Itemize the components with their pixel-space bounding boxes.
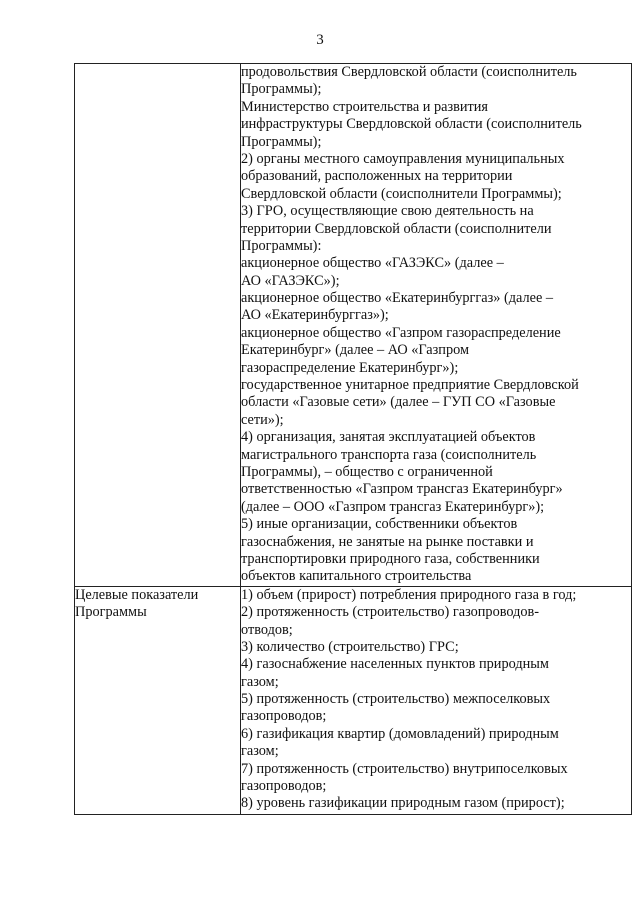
text-line: газораспределение Екатеринбург»); bbox=[241, 359, 459, 376]
text-line: 3) ГРО, осуществляющие свою деятельность на bbox=[241, 203, 534, 220]
text-line: 2) органы местного самоуправления муниципальных bbox=[241, 150, 565, 167]
text-line: сети»); bbox=[241, 411, 284, 428]
text-line: 7) протяженность (строительство) внутрипоселковых bbox=[241, 760, 568, 777]
text-line: образований, расположенных на территории bbox=[241, 168, 513, 185]
text-line: 6) газификация квартир (домовладений) природным bbox=[241, 725, 559, 742]
text-line: газом; bbox=[241, 743, 279, 760]
text-line: (далее – ООО «Газпром трансгаз Екатеринбург»); bbox=[241, 498, 545, 515]
text-line: газоснабжения, не занятые на рынке поставки и bbox=[241, 533, 534, 550]
table-row bbox=[75, 64, 632, 587]
row-label-cell bbox=[75, 586, 241, 814]
row-content-cell bbox=[241, 586, 632, 814]
text-line: магистрального транспорта газа (соисполнитель bbox=[241, 446, 537, 463]
table-row bbox=[75, 586, 632, 814]
text-line: Министерство строительства и развития bbox=[241, 98, 489, 115]
text-line: 4) газоснабжение населенных пунктов природным bbox=[241, 656, 549, 673]
text-line: Программы), – общество с ограниченной bbox=[241, 463, 493, 480]
text-line: 5) протяженность (строительство) межпоселковых bbox=[241, 691, 551, 708]
text-line: Программы); bbox=[241, 133, 322, 150]
text-line: 1) объем (прирост) потребления природного газа в год; bbox=[241, 586, 577, 603]
text-line: отводов; bbox=[241, 621, 293, 638]
text-line: Екатеринбург» (далее – АО «Газпром bbox=[241, 342, 470, 359]
row-content-cell bbox=[241, 64, 632, 587]
program-passport-table bbox=[74, 63, 632, 815]
text-line: 2) протяженность (строительство) газопроводов- bbox=[241, 604, 540, 621]
text-line: Целевые показатели bbox=[75, 586, 199, 603]
text-line: газопроводов; bbox=[241, 778, 327, 795]
text-line: ответственностью «Газпром трансгаз Екатеринбург» bbox=[241, 481, 563, 498]
text-line: 3) количество (строительство) ГРС; bbox=[241, 638, 459, 655]
text-line: территории Свердловской области (соисполнители bbox=[241, 220, 552, 237]
text-line: области «Газовые сети» (далее – ГУП СО «Газовые bbox=[241, 394, 556, 411]
text-line: продовольствия Свердловской области (соисполнитель bbox=[241, 64, 577, 80]
text-line: 5) иные организации, собственники объектов bbox=[241, 516, 518, 533]
text-line: акционерное общество «Газпром газораспределение bbox=[241, 324, 561, 341]
text-line: акционерное общество «ГАЗЭКС» (далее – bbox=[241, 255, 504, 272]
text-line: акционерное общество «Екатеринбурггаз» (далее – bbox=[241, 290, 554, 307]
text-line: государственное унитарное предприятие Свердловской bbox=[241, 377, 579, 394]
page-number: 3 bbox=[316, 32, 324, 48]
text-line: АО «ГАЗЭКС»); bbox=[241, 272, 340, 289]
text-line: Программы); bbox=[241, 81, 322, 98]
text-line: транспортировки природного газа, собственники bbox=[241, 550, 540, 567]
text-line: АО «Екатеринбурггаз»); bbox=[241, 307, 389, 324]
text-line: инфраструктуры Свердловской области (соисполнитель bbox=[241, 116, 582, 133]
text-line: газом; bbox=[241, 673, 279, 690]
text-line: газопроводов; bbox=[241, 708, 327, 725]
text-line: Свердловской области (соисполнители Программы); bbox=[241, 185, 562, 202]
text-line: 8) уровень газификации природным газом (прирост); bbox=[241, 795, 565, 812]
text-line: Программы): bbox=[241, 237, 322, 254]
row-label-cell bbox=[75, 64, 241, 587]
text-line: 4) организация, занятая эксплуатацией объектов bbox=[241, 429, 536, 446]
text-line: Программы bbox=[75, 604, 147, 621]
text-line: объектов капитального строительства bbox=[241, 568, 472, 585]
